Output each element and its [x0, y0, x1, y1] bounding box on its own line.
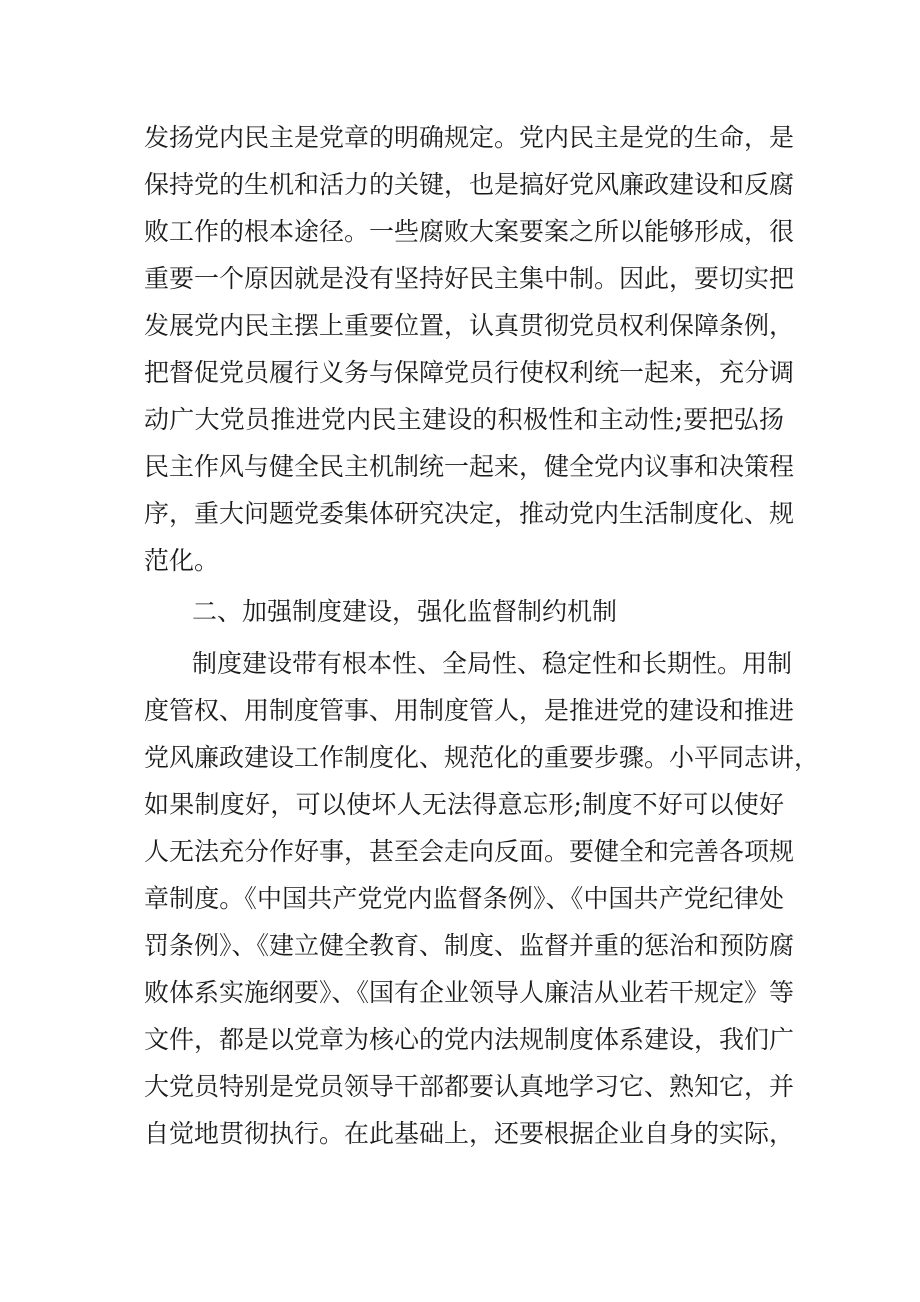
text-line: 制度建设带有根本性、全局性、稳定性和长期性。用制: [192, 649, 793, 678]
text-line: 动广大党员推进党内民主建设的积极性和主动性;要把弘扬: [144, 405, 784, 434]
text-line: 自觉地贯彻执行。在此基础上，还要根据企业自身的实际，: [144, 1119, 795, 1148]
section-heading: 二、加强制度建设，强化监督制约机制: [192, 597, 618, 626]
text-line: 发展党内民主摆上重要位置，认真贯彻党员权利保障条例，: [144, 311, 795, 340]
text-line: 民主作风与健全民主机制统一起来，健全党内议事和决策程: [144, 452, 795, 481]
text-line: 败工作的根本途径。一些腐败大案要案之所以能够形成，很: [144, 217, 795, 246]
text-line: 如果制度好，可以使坏人无法得意忘形;制度不好可以使好: [144, 790, 784, 819]
text-line: 发扬党内民主是党章的明确规定。党内民主是党的生命，是: [144, 123, 795, 152]
text-line: 章制度。《中国共产党党内监督条例》、《中国共产党纪律处: [144, 884, 784, 913]
text-line: 败体系实施纲要》、《国有企业领导人廉洁从业若干规定》等: [144, 978, 795, 1007]
text-line: 把督促党员履行义务与保障党员行使权利统一起来，充分调: [144, 358, 795, 387]
text-line: 重要一个原因就是没有坚持好民主集中制。因此，要切实把: [144, 264, 795, 293]
text-line: 文件，都是以党章为核心的党内法规制度体系建设，我们广: [144, 1025, 795, 1054]
text-line: 人无法充分作好事，甚至会走向反面。要健全和完善各项规: [144, 837, 795, 866]
text-line: 度管权、用制度管事、用制度管人，是推进党的建设和推进: [144, 696, 795, 725]
text-line: 序，重大问题党委集体研究决定，推动党内生活制度化、规: [144, 499, 795, 528]
text-line: 大党员特别是党员领导干部都要认真地学习它、熟知它，并: [144, 1072, 795, 1101]
text-line: 党风廉政建设工作制度化、规范化的重要步骤。小平同志讲，: [144, 743, 820, 772]
text-line: 保持党的生机和活力的关键，也是搞好党风廉政建设和反腐: [144, 170, 795, 199]
text-line: 罚条例》、《建立健全教育、制度、监督并重的惩治和预防腐: [144, 931, 795, 960]
text-line: 范化。: [144, 546, 220, 575]
